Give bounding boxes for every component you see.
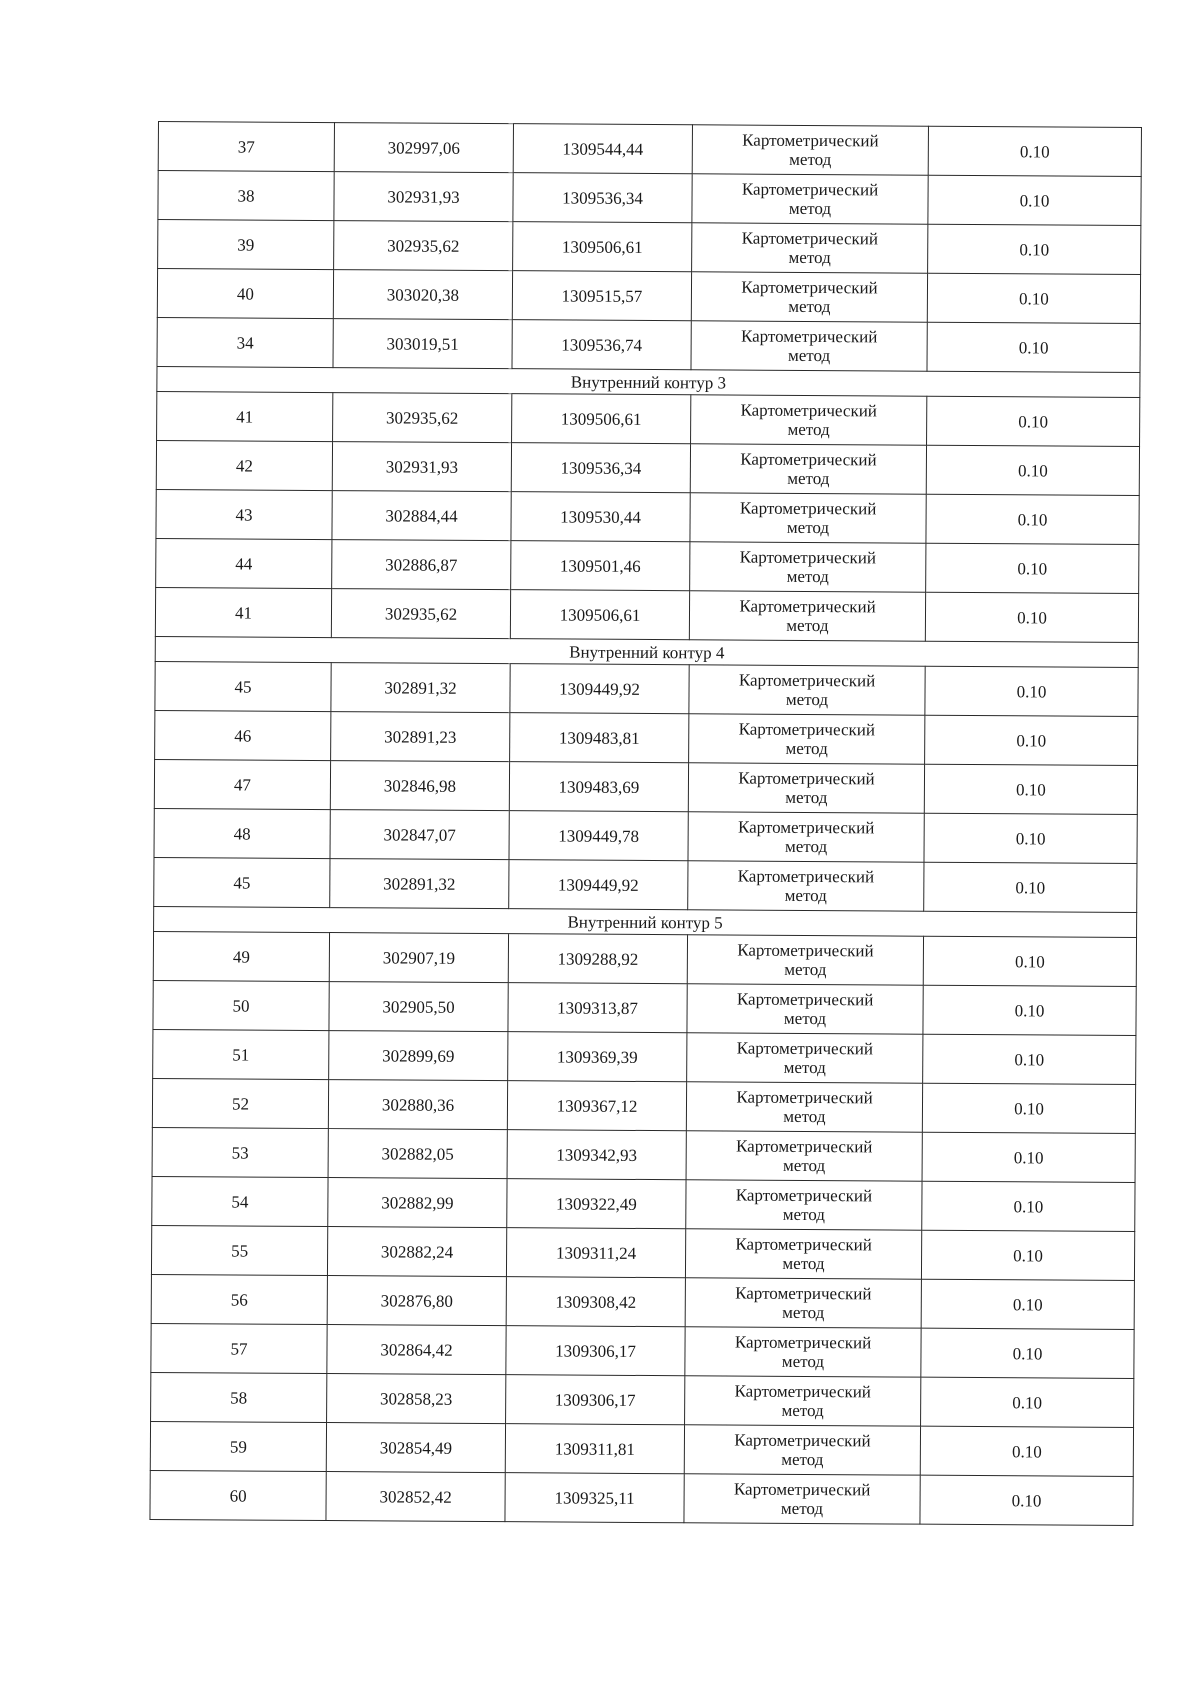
method-line-2: метод <box>788 247 831 268</box>
method-line-2: метод <box>783 1008 827 1029</box>
method-line-1: Картометрический <box>738 719 876 740</box>
precision-cell: 0.10 <box>928 126 1141 176</box>
section-label: Внутренний контур 5 <box>154 906 1137 937</box>
method-line-2: метод <box>785 787 828 808</box>
precision-cell: 0.10 <box>928 224 1141 274</box>
precision-cell: 0.10 <box>925 715 1138 765</box>
table-row <box>151 1225 1134 1280</box>
x-coordinate-cell: 302891,32 <box>331 663 510 713</box>
point-number-cell: 37 <box>158 122 334 172</box>
y-coordinate-cell: 1309306,17 <box>506 1326 685 1376</box>
precision-cell: 0.10 <box>921 1279 1134 1329</box>
method-line-2: метод <box>781 1351 825 1372</box>
method-cell <box>691 395 927 445</box>
precision-cell: 0.10 <box>921 1328 1134 1378</box>
y-coordinate-cell: 1309311,81 <box>505 1424 684 1474</box>
point-number-cell: 53 <box>152 1127 328 1177</box>
method-line-2: метод <box>782 1302 825 1323</box>
table-row <box>152 1176 1135 1231</box>
y-coordinate-cell: 1309306,17 <box>506 1375 685 1425</box>
y-coordinate-cell: 1309449,92 <box>510 664 689 714</box>
precision-cell: 0.10 <box>926 445 1139 495</box>
table-row <box>154 857 1137 912</box>
method-line-2: метод <box>787 468 830 489</box>
method-line-2: метод <box>782 1253 825 1274</box>
point-number-cell: 55 <box>151 1225 327 1275</box>
table-row <box>153 1029 1136 1084</box>
table-row <box>156 489 1139 544</box>
point-number-cell: 41 <box>155 587 331 637</box>
y-coordinate-cell: 1309449,78 <box>509 811 688 861</box>
method-line-1: Картометрический <box>735 1283 872 1304</box>
y-coordinate-cell: 1309311,24 <box>506 1228 685 1278</box>
method-cell <box>688 812 924 862</box>
y-coordinate-cell: 1309536,74 <box>512 320 691 370</box>
precision-cell: 0.10 <box>922 1083 1135 1133</box>
method-line-2: метод <box>788 296 831 317</box>
method-cell <box>692 174 928 224</box>
method-line-2: метод <box>788 198 832 219</box>
method-cell <box>692 125 928 175</box>
precision-cell: 0.10 <box>927 273 1140 323</box>
x-coordinate-cell: 303019,51 <box>333 319 512 369</box>
x-coordinate-cell: 302891,32 <box>330 859 509 909</box>
table-row <box>155 661 1138 716</box>
point-number-cell: 49 <box>153 931 329 981</box>
point-number-cell: 43 <box>156 489 332 539</box>
method-line-1: Картометрический <box>737 866 875 887</box>
method-line-2: метод <box>784 959 827 980</box>
y-coordinate-cell: 1309367,12 <box>507 1081 686 1131</box>
y-coordinate-cell: 1309506,61 <box>513 222 692 272</box>
point-number-cell: 45 <box>155 661 331 711</box>
point-number-cell: 58 <box>151 1372 327 1422</box>
y-coordinate-cell: 1309288,92 <box>508 934 687 984</box>
method-line-2: метод <box>785 738 828 759</box>
table-row <box>151 1323 1134 1378</box>
point-number-cell: 42 <box>156 440 332 490</box>
table-row <box>150 1421 1133 1476</box>
x-coordinate-cell: 302899,69 <box>329 1031 508 1081</box>
method-line-2: метод <box>787 345 831 366</box>
method-cell <box>690 542 926 592</box>
table-row <box>157 391 1140 446</box>
method-line-2: метод <box>786 615 829 636</box>
method-line-1: Картометрический <box>742 130 879 151</box>
x-coordinate-cell: 302882,99 <box>328 1178 507 1228</box>
method-line-1: Картометрический <box>734 1332 872 1353</box>
table-row <box>152 1078 1135 1133</box>
method-line-2: метод <box>783 1057 826 1078</box>
method-line-1: Картометрический <box>736 1136 873 1157</box>
method-line-2: метод <box>784 885 827 906</box>
y-coordinate-cell: 1309483,69 <box>509 762 688 812</box>
method-line-2: метод <box>785 689 829 710</box>
y-coordinate-cell: 1309506,61 <box>510 590 689 640</box>
point-number-cell: 44 <box>156 538 332 588</box>
method-cell <box>690 493 926 543</box>
x-coordinate-cell: 302882,24 <box>327 1227 506 1277</box>
method-line-1: Картометрический <box>738 670 876 691</box>
table-row <box>156 538 1139 593</box>
x-coordinate-cell: 302905,50 <box>329 982 508 1032</box>
method-line-2: метод <box>781 1449 824 1470</box>
section-label: Внутренний контур 4 <box>155 636 1138 667</box>
y-coordinate-cell: 1309530,44 <box>511 492 690 542</box>
precision-cell: 0.10 <box>920 1426 1133 1476</box>
method-cell <box>686 1082 922 1132</box>
point-number-cell: 54 <box>152 1176 328 1226</box>
method-line-1: Картометрический <box>735 1234 872 1255</box>
precision-cell: 0.10 <box>926 494 1139 544</box>
precision-cell: 0.10 <box>921 1230 1134 1280</box>
point-number-cell: 46 <box>155 710 331 760</box>
method-line-1: Картометрический <box>734 1381 871 1402</box>
method-line-1: Картометрический <box>741 228 879 249</box>
method-cell <box>686 1131 922 1181</box>
precision-cell: 0.10 <box>927 322 1140 372</box>
table-row <box>157 269 1140 324</box>
x-coordinate-cell: 302891,23 <box>331 712 510 762</box>
method-cell <box>684 1425 920 1475</box>
x-coordinate-cell: 302864,42 <box>327 1325 506 1375</box>
method-line-2: метод <box>786 517 830 538</box>
method-line-2: метод <box>789 149 832 170</box>
method-cell <box>685 1229 921 1279</box>
method-cell <box>692 223 928 273</box>
precision-cell: 0.10 <box>924 764 1137 814</box>
method-cell <box>690 444 926 494</box>
table-row <box>151 1372 1134 1427</box>
method-line-1: Картометрический <box>741 179 879 200</box>
method-line-1: Картометрический <box>736 989 874 1010</box>
x-coordinate-cell: 302846,98 <box>330 761 509 811</box>
method-line-1: Картометрический <box>733 1479 871 1500</box>
point-number-cell: 50 <box>153 980 329 1030</box>
point-number-cell: 51 <box>153 1029 329 1079</box>
method-line-1: Картометрический <box>740 326 878 347</box>
method-line-1: Картометрический <box>740 400 877 421</box>
y-coordinate-cell: 1309536,34 <box>513 173 692 223</box>
table-row <box>158 220 1141 275</box>
method-line-1: Картометрический <box>740 449 877 470</box>
table-row <box>150 1470 1133 1525</box>
precision-cell: 0.10 <box>923 1034 1136 1084</box>
precision-cell: 0.10 <box>924 862 1137 912</box>
point-number-cell: 60 <box>150 1470 326 1520</box>
x-coordinate-cell: 303020,38 <box>333 270 512 320</box>
method-line-2: метод <box>784 836 828 857</box>
y-coordinate-cell: 1309449,92 <box>509 860 688 910</box>
x-coordinate-cell: 302907,19 <box>329 933 508 983</box>
y-coordinate-cell: 1309325,11 <box>505 1473 684 1523</box>
coordinates-table <box>149 121 1142 1526</box>
y-coordinate-cell: 1309369,39 <box>508 1032 687 1082</box>
method-cell <box>689 665 925 715</box>
method-cell <box>687 984 923 1034</box>
table-row <box>158 122 1141 177</box>
x-coordinate-cell: 302935,62 <box>333 393 512 443</box>
x-coordinate-cell: 302880,36 <box>328 1080 507 1130</box>
method-cell <box>689 591 925 641</box>
table-row <box>154 808 1137 863</box>
precision-cell: 0.10 <box>923 985 1136 1035</box>
method-line-1: Картометрический <box>738 768 875 789</box>
table-row <box>154 759 1137 814</box>
method-cell <box>687 935 923 985</box>
method-line-2: метод <box>786 566 829 587</box>
method-line-2: метод <box>783 1106 826 1127</box>
method-cell <box>685 1327 921 1377</box>
precision-cell: 0.10 <box>925 592 1138 642</box>
method-line-2: метод <box>787 419 830 440</box>
x-coordinate-cell: 302847,07 <box>330 810 509 860</box>
point-number-cell: 39 <box>158 220 334 270</box>
table-row <box>152 1127 1135 1182</box>
table-row <box>158 171 1141 226</box>
x-coordinate-cell: 302854,49 <box>326 1423 505 1473</box>
precision-cell: 0.10 <box>920 1475 1133 1525</box>
method-line-1: Картометрический <box>739 596 876 617</box>
method-line-2: метод <box>782 1155 826 1176</box>
x-coordinate-cell: 302882,05 <box>328 1129 507 1179</box>
precision-cell: 0.10 <box>921 1377 1134 1427</box>
y-coordinate-cell: 1309536,34 <box>511 443 690 493</box>
method-line-1: Картометрический <box>739 498 877 519</box>
point-number-cell: 59 <box>150 1421 326 1471</box>
method-cell <box>685 1278 921 1328</box>
method-line-1: Картометрический <box>737 940 874 961</box>
point-number-cell: 34 <box>157 317 333 367</box>
method-line-1: Картометрический <box>736 1038 874 1059</box>
x-coordinate-cell: 302852,42 <box>326 1472 505 1522</box>
point-number-cell: 48 <box>154 808 330 858</box>
y-coordinate-cell: 1309313,87 <box>508 983 687 1033</box>
table-row <box>151 1274 1134 1329</box>
precision-cell: 0.10 <box>923 936 1136 986</box>
section-label: Внутренний контур 3 <box>157 366 1140 397</box>
y-coordinate-cell: 1309501,46 <box>511 541 690 591</box>
y-coordinate-cell: 1309506,61 <box>512 394 691 444</box>
method-cell <box>685 1376 921 1426</box>
point-number-cell: 57 <box>151 1323 327 1373</box>
y-coordinate-cell: 1309308,42 <box>506 1277 685 1327</box>
method-cell <box>688 861 924 911</box>
x-coordinate-cell: 302935,62 <box>331 589 510 639</box>
table-row <box>153 931 1136 986</box>
method-line-2: метод <box>780 1498 824 1519</box>
y-coordinate-cell: 1309483,81 <box>510 713 689 763</box>
point-number-cell: 40 <box>157 269 333 319</box>
y-coordinate-cell: 1309342,93 <box>507 1130 686 1180</box>
table-row <box>156 440 1139 495</box>
method-cell <box>684 1474 920 1524</box>
y-coordinate-cell: 1309544,44 <box>513 124 692 174</box>
precision-cell: 0.10 <box>926 543 1139 593</box>
x-coordinate-cell: 302935,62 <box>334 221 513 271</box>
point-number-cell: 56 <box>151 1274 327 1324</box>
method-line-1: Картометрический <box>734 1430 871 1451</box>
table-row <box>155 710 1138 765</box>
point-number-cell: 38 <box>158 171 334 221</box>
method-cell <box>686 1180 922 1230</box>
method-line-1: Картометрический <box>736 1087 873 1108</box>
method-cell <box>687 1033 923 1083</box>
method-line-1: Картометрический <box>741 277 878 298</box>
method-cell <box>688 763 924 813</box>
table-row <box>153 980 1136 1035</box>
precision-cell: 0.10 <box>927 396 1140 446</box>
method-cell <box>691 272 927 322</box>
x-coordinate-cell: 302886,87 <box>332 540 511 590</box>
point-number-cell: 47 <box>154 759 330 809</box>
x-coordinate-cell: 302997,06 <box>334 123 513 173</box>
precision-cell: 0.10 <box>925 666 1138 716</box>
table-row <box>157 317 1140 372</box>
point-number-cell: 41 <box>157 391 333 441</box>
x-coordinate-cell: 302884,44 <box>332 491 511 541</box>
y-coordinate-cell: 1309515,57 <box>512 271 691 321</box>
method-line-1: Картометрический <box>735 1185 873 1206</box>
precision-cell: 0.10 <box>922 1181 1135 1231</box>
precision-cell: 0.10 <box>928 175 1141 225</box>
y-coordinate-cell: 1309322,49 <box>507 1179 686 1229</box>
table-row <box>155 587 1138 642</box>
coordinates-table-body <box>150 122 1142 1526</box>
precision-cell: 0.10 <box>922 1132 1135 1182</box>
method-line-1: Картометрический <box>737 817 875 838</box>
method-line-1: Картометрический <box>739 547 877 568</box>
point-number-cell: 52 <box>152 1078 328 1128</box>
method-cell <box>691 321 927 371</box>
method-cell <box>689 714 925 764</box>
point-number-cell: 45 <box>154 857 330 907</box>
x-coordinate-cell: 302876,80 <box>327 1276 506 1326</box>
x-coordinate-cell: 302858,23 <box>327 1374 506 1424</box>
x-coordinate-cell: 302931,93 <box>334 172 513 222</box>
precision-cell: 0.10 <box>924 813 1137 863</box>
x-coordinate-cell: 302931,93 <box>332 442 511 492</box>
method-line-2: метод <box>781 1400 824 1421</box>
method-line-2: метод <box>782 1204 825 1225</box>
